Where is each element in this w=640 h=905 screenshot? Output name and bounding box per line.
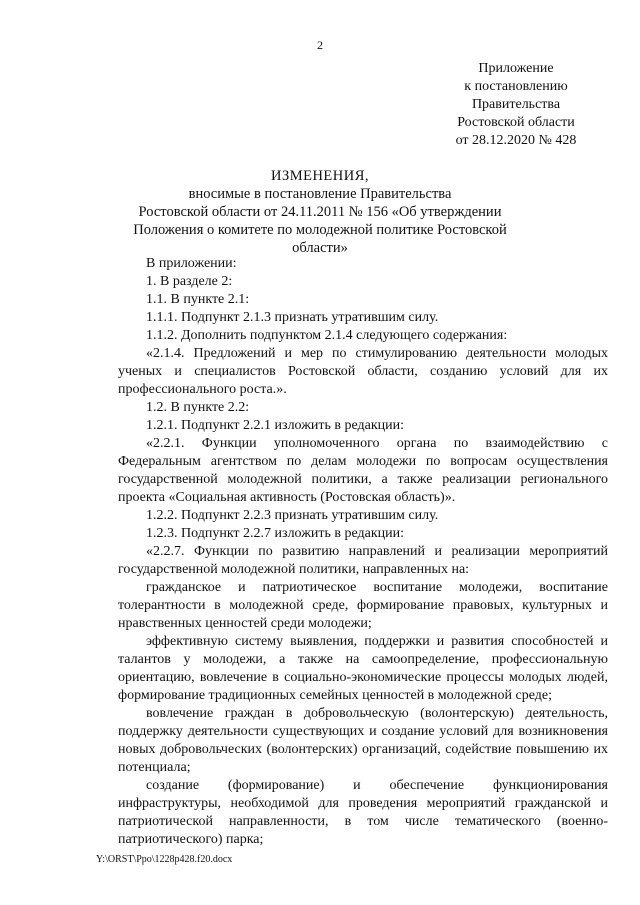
appendix-block	[442, 60, 590, 150]
appendix-line: от 28.12.2020 № 428	[455, 133, 577, 148]
body-paragraph: вовлечение граждан в добровольческую (волонтерскую) деятельность, поддержку деятельности существующих и создание условий для возникновения новых добровольческих (волонтерских) организаций, содействие повышению их потенциала;	[118, 706, 608, 775]
body-paragraph: 1.2.3. Подпункт 2.2.7 изложить в редакции:	[146, 526, 405, 541]
document-title	[110, 167, 530, 257]
body-paragraph: гражданское и патриотическое воспитание молодежи, воспитание толерантности в молодежной среде, формирование правовых, культурных и нравственных ценностей среди молодежи;	[118, 580, 608, 631]
body-paragraph: «2.2.1. Функции уполномоченного органа по взаимодействию с Федеральным агентством по делам молодежи по вопросам осуществления государственной молодежной политики, а также реализации регионального проекта «Социальная активность (Ростовская область)».	[118, 436, 608, 505]
title-sub-line: Ростовской области от 24.11.2011 № 156 «Об утверждении	[138, 204, 502, 220]
title-sub-line: Положения о комитете по молодежной политике Ростовской области»	[133, 222, 507, 256]
appendix-line: Правительства	[471, 97, 561, 112]
document-body	[118, 255, 608, 849]
body-paragraph: 1.1.2. Дополнить подпунктом 2.1.4 следующего содержания:	[146, 328, 508, 343]
appendix-line: Ростовской области	[457, 115, 575, 130]
body-paragraph: 1.2.1. Подпункт 2.2.1 изложить в редакции:	[146, 418, 405, 433]
file-path-footer: Y:\ORST\Ppo\1228p428.f20.docx	[96, 854, 233, 865]
appendix-line: к постановлению	[464, 79, 568, 94]
body-paragraph: 1.1. В пункте 2.1:	[146, 292, 250, 307]
title-main: ИЗМЕНЕНИЯ,	[270, 168, 370, 184]
body-paragraph: 1. В разделе 2:	[146, 274, 233, 289]
body-paragraph: 1.2.2. Подпункт 2.2.3 признать утратившим силу.	[146, 508, 439, 523]
title-sub-line: вносимые в постановление Правительства	[188, 186, 452, 202]
body-paragraph: В приложении:	[146, 256, 237, 271]
body-paragraph: 1.1.1. Подпункт 2.1.3 признать утратившим силу.	[146, 310, 439, 325]
body-paragraph: создание (формирование) и обеспечение функционирования инфраструктуры, необходимой для проведения мероприятий гражданской и патриотической направленности, в том числе тематического (военно-патриотического) парка;	[118, 778, 608, 847]
body-paragraph: «2.2.7. Функции по развитию направлений и реализации мероприятий государственной молодежной политики, направленных на:	[118, 544, 608, 577]
body-paragraph: «2.1.4. Предложений и мер по стимулированию деятельности молодых ученых и специалистов Ростовской области, созданию условий для их профессионального роста.».	[118, 346, 608, 397]
body-paragraph: 1.2. В пункте 2.2:	[146, 400, 250, 415]
body-paragraph: эффективную систему выявления, поддержки и развития способностей и талантов у молодежи, а также на самоопределение, профессиональную ориентацию, вовлечение в социально-экономические процессы молодых людей, формирование традиционных семейных ценностей в молодежной среде;	[118, 634, 608, 703]
appendix-line: Приложение	[478, 61, 554, 76]
page-number: 2	[317, 38, 323, 52]
